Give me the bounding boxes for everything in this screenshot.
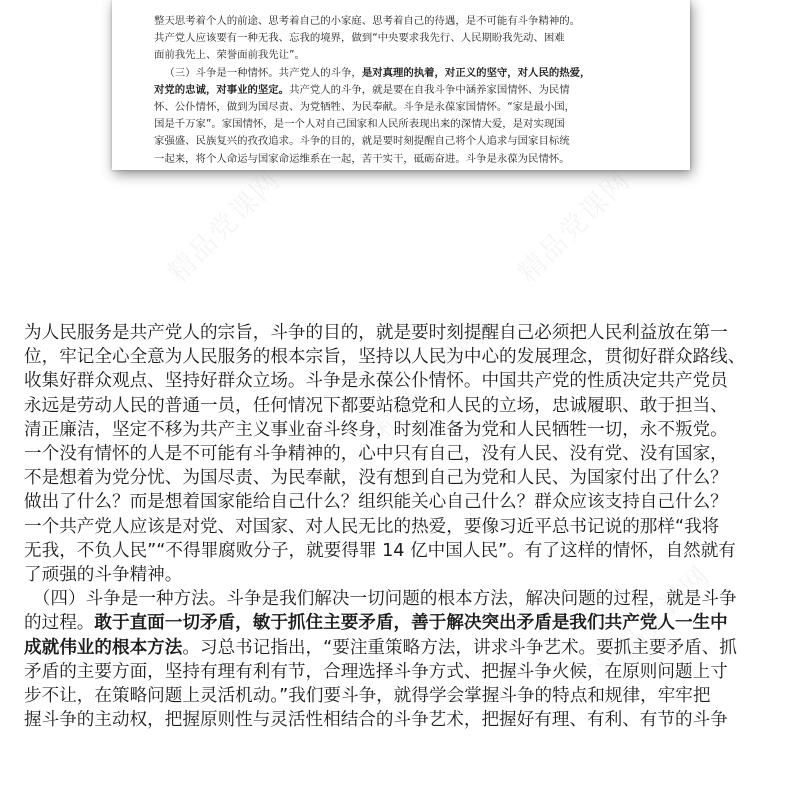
excerpt-line: 面前我先上、荣誉面前我先让”。 [154, 49, 305, 62]
text-line: 步不让，在策略问题上灵活机动。”我们要斗争，就得学会掌握斗争的特点和规律，牢牢把 [24, 686, 711, 707]
watermark: 精品党课网 [512, 164, 637, 289]
text-line: 矛盾的主要方面，坚持有理有利有节，合理选择斗争方式、把握斗争火候，在原则问题上寸 [24, 661, 728, 682]
excerpt-line: 共产党人应该要有一种无我、忘我的境界，做到“中央要求我先行、人民期盼我先动、困难 [154, 32, 565, 45]
text-line: 无我，不负人民”“不得罪腐败分子，就要得罪 14 亿中国人民”。有了这样的情怀，自然就有 [24, 540, 736, 561]
text-line: 一个没有情怀的人是不可能有斗争精神的，心中只有自己，没有人民、没有党、没有国家， [24, 444, 728, 465]
text-line: 成就伟业的根本方法。习总书记指出，“要注重策略方法，讲求斗争艺术。要抓主要矛盾、抓 [24, 637, 737, 658]
excerpt-line: 对党的忠诚，对事业的坚定。共产党人的斗争，就是要在自我斗争中涵养家国情怀、为民情 [154, 83, 570, 96]
text-line: 一个共产党人应该是对党、对国家、对人民无比的热爱，要像习近平总书记说的那样“我将 [24, 516, 720, 537]
text-line: 位，牢记全心全意为人民服务的根本宗旨，坚持以人民为中心的发展理念，贯彻好群众路线、 [24, 347, 746, 368]
text-line: 不是想着为党分忧、为国尽责、为民奉献，没有想到自己为党和人民、为国家付出了什么？ [24, 468, 728, 489]
watermark: 精品党课网 [162, 164, 287, 289]
watermark: 精品党课网 [367, 319, 492, 444]
excerpt-line: 整天思考着个人的前途、思考着自己的小家庭、思考着自己的待遇，是不可能有斗争精神的。 [154, 15, 581, 27]
watermark: 精品党课网 [592, 559, 717, 684]
text-line: 收集好群众观点、坚持好群众立场。斗争是永葆公仆情怀。中国共产党的性质决定共产党员 [24, 371, 728, 392]
excerpt-line: （三）斗争是一种情怀。共产党人的斗争，是对真理的执着，对正义的坚守，对人民的热爱， [164, 66, 591, 79]
text-line: 了顽强的斗争精神。 [24, 565, 183, 586]
excerpt-text [154, 0, 659, 168]
excerpt-line: 怀、公仆情怀，做到为国尽责、为党牺牲、为民奉献。斗争是永葆家国情怀。“家是最小国， [154, 101, 576, 114]
section-heading-line: （四）斗争是一种方法。斗争是我们解决一切问题的根本方法，解决问题的过程，就是斗争 [32, 589, 737, 610]
excerpt-line: 一起来，将个人命运与国家命运维系在一起，苦干实干，砥砺奋进。斗争是永葆为民情怀。 [154, 152, 570, 165]
text-line: 永远是劳动人民的普通一员，任何情况下都要站稳党和人民的立场，忠诚履职、敢于担当、 [24, 395, 728, 416]
text-line: 的过程。敢于直面一切矛盾，敏于抓住主要矛盾，善于解决突出矛盾是我们共产党人一生中 [24, 613, 728, 634]
excerpt-line: 国是千万家”。家国情怀，是一个人对自己国家和人民所表现出来的深情大爱，是对实现国 [154, 118, 565, 131]
body-text [24, 321, 776, 732]
text-line: 做出了什么？而是想着国家能给自己什么？组织能关心自己什么？群众应该支持自己什么？ [24, 492, 728, 513]
text-line: 为人民服务是共产党人的宗旨，斗争的目的，就是要时刻提醒自己必须把人民利益放在第一 [24, 323, 728, 343]
text-line: 握斗争的主动权，把握原则性与灵活性相结合的斗争艺术，把握好有理、有利、有节的斗争 [24, 710, 728, 731]
text-line: 清正廉洁，坚定不移为共产主义事业奋斗终身，时刻准备为党和人民牺牲一切，永不叛党。 [24, 419, 728, 440]
excerpt-line [154, 0, 659, 13]
excerpt-line: 家强盛、民族复兴的孜孜追求。斗争的目的，就是要时刻提醒自己将个人追求与国家目标统 [154, 135, 570, 148]
document-excerpt-card [112, 0, 690, 170]
